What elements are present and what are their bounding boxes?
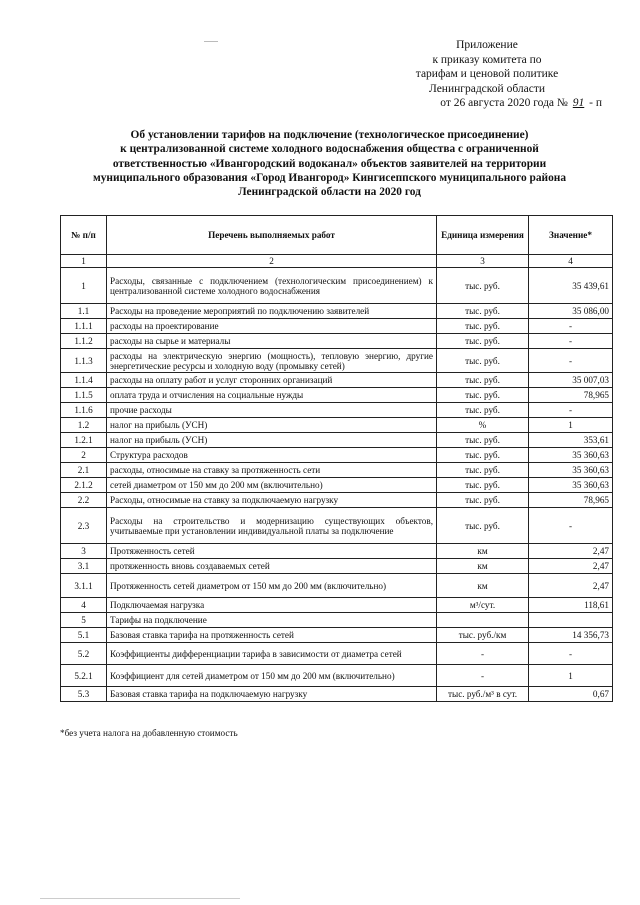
row-number: 5.2.1 (61, 665, 107, 687)
appendix-header (372, 38, 602, 111)
row-value: 1 (529, 418, 613, 433)
row-value: - (529, 403, 613, 418)
row-work: налог на прибыль (УСН) (107, 433, 437, 448)
row-value: 14 356,73 (529, 628, 613, 643)
row-work: Расходы на строительство и модернизацию существующих объектов, учитываемые при установлении индивидуальной платы за подключение (107, 508, 437, 544)
row-number: 1.1 (61, 304, 107, 319)
scan-mark (40, 898, 240, 899)
row-number: 2.1.2 (61, 478, 107, 493)
row-unit: км (437, 574, 529, 598)
row-unit: тыс. руб. (437, 478, 529, 493)
row-work: оплата труда и отчисления на социальные нужды (107, 388, 437, 403)
row-number: 2.1 (61, 463, 107, 478)
row-value: 2,47 (529, 559, 613, 574)
order-suffix: - п (589, 97, 602, 110)
row-value: 0,67 (529, 687, 613, 702)
row-work: Расходы на проведение мероприятий по подключению заявителей (107, 304, 437, 319)
row-number: 2.2 (61, 493, 107, 508)
row-number: 1 (61, 268, 107, 304)
row-value: 2,47 (529, 574, 613, 598)
index-cell: 3 (437, 255, 529, 268)
table-row (61, 478, 613, 493)
row-unit: тыс. руб. (437, 334, 529, 349)
row-work: расходы, относимые на ставку за протяженность сети (107, 463, 437, 478)
table-row (61, 334, 613, 349)
row-number: 5.1 (61, 628, 107, 643)
row-work: расходы на оплату работ и услуг сторонних организаций (107, 373, 437, 388)
row-unit: тыс. руб. (437, 433, 529, 448)
row-unit: тыс. руб. (437, 508, 529, 544)
table-row (61, 643, 613, 665)
table-row (61, 493, 613, 508)
row-unit: - (437, 665, 529, 687)
row-number: 1.1.4 (61, 373, 107, 388)
row-number: 1.1.1 (61, 319, 107, 334)
header-unit: Единица измерения (437, 216, 529, 255)
table-row (61, 373, 613, 388)
title-line-3: ответственностью «Ивангородский водоканал» объектов заявителей на территории (112, 157, 547, 170)
table-row (61, 403, 613, 418)
row-value: - (529, 508, 613, 544)
table-row (61, 544, 613, 559)
table-row (61, 463, 613, 478)
row-value: - (529, 349, 613, 373)
row-number: 4 (61, 598, 107, 613)
row-number: 3 (61, 544, 107, 559)
row-number: 3.1 (61, 559, 107, 574)
row-work: Базовая ставка тарифа на протяженность сетей (107, 628, 437, 643)
header-num: № п/п (61, 216, 107, 255)
table-row (61, 349, 613, 373)
title-line-4: муниципального образования «Город Ивангород» Кингисеппского муниципального района (92, 171, 567, 184)
header-line-3: тарифам и ценовой политике (415, 68, 559, 81)
row-unit: тыс. руб. (437, 304, 529, 319)
scan-mark (204, 41, 218, 42)
row-unit: тыс. руб./км (437, 628, 529, 643)
row-value: - (529, 334, 613, 349)
tariff-table (60, 215, 613, 702)
row-value: 353,61 (529, 433, 613, 448)
row-work: расходы на проектирование (107, 319, 437, 334)
header-line-4: Ленинградской области (428, 82, 546, 95)
row-value (529, 613, 613, 628)
row-work: налог на прибыль (УСН) (107, 418, 437, 433)
title-line-2: к централизованной системе холодного водоснабжения общества с ограниченной (120, 143, 539, 156)
row-value: - (529, 319, 613, 334)
table-row (61, 687, 613, 702)
row-value: 35 360,63 (529, 463, 613, 478)
table-row (61, 388, 613, 403)
row-unit: тыс. руб. (437, 268, 529, 304)
index-row (61, 255, 613, 268)
row-work: Расходы, относимые на ставку за подключаемую нагрузку (107, 493, 437, 508)
row-unit: тыс. руб. (437, 319, 529, 334)
row-unit: тыс. руб. (437, 388, 529, 403)
order-number: 91 (572, 97, 585, 110)
header-line-1: Приложение (456, 39, 518, 51)
table-row (61, 598, 613, 613)
table-row (61, 628, 613, 643)
index-cell: 1 (61, 255, 107, 268)
header-date-line (372, 96, 602, 111)
row-value: 35 360,63 (529, 448, 613, 463)
row-number: 1.1.5 (61, 388, 107, 403)
title-line-1: Об установлении тарифов на подключение (технологическое присоединение) (130, 129, 529, 141)
table-row (61, 448, 613, 463)
document-title (52, 128, 607, 199)
table-row (61, 574, 613, 598)
header-value: Значение* (529, 216, 613, 255)
row-work: Тарифы на подключение (107, 613, 437, 628)
row-work: прочие расходы (107, 403, 437, 418)
row-number: 1.2 (61, 418, 107, 433)
table-row (61, 418, 613, 433)
row-value: 1 (529, 665, 613, 687)
row-unit: тыс. руб. (437, 349, 529, 373)
row-number: 3.1.1 (61, 574, 107, 598)
row-number: 5.2 (61, 643, 107, 665)
index-cell: 2 (107, 255, 437, 268)
table-row (61, 433, 613, 448)
footnote: *без учета налога на добавленную стоимость (60, 728, 238, 738)
row-value: 78,965 (529, 493, 613, 508)
row-unit: тыс. руб. (437, 448, 529, 463)
row-value: 35 439,61 (529, 268, 613, 304)
row-work: Протяженность сетей диаметром от 150 мм до 200 мм (включительно) (107, 574, 437, 598)
index-cell: 4 (529, 255, 613, 268)
row-unit: км (437, 559, 529, 574)
row-value: 35 007,03 (529, 373, 613, 388)
row-unit: % (437, 418, 529, 433)
row-number: 5 (61, 613, 107, 628)
row-unit: м³/сут. (437, 598, 529, 613)
row-number: 1.1.3 (61, 349, 107, 373)
row-value: 78,965 (529, 388, 613, 403)
table-row (61, 268, 613, 304)
row-unit: км (437, 544, 529, 559)
row-value: 35 360,63 (529, 478, 613, 493)
row-work: расходы на сырье и материалы (107, 334, 437, 349)
table-row (61, 613, 613, 628)
table-row (61, 665, 613, 687)
row-work: Базовая ставка тарифа на подключаемую нагрузку (107, 687, 437, 702)
title-line-5: Ленинградской области на 2020 год (238, 186, 421, 199)
table-row (61, 304, 613, 319)
row-number: 2 (61, 448, 107, 463)
row-number: 2.3 (61, 508, 107, 544)
row-work: расходы на электрическую энергию (мощность), тепловую энергию, другие энергетические ресурсы и холодную воду (промывку сетей) (107, 349, 437, 373)
row-value: 35 086,00 (529, 304, 613, 319)
row-work: Коэффициент для сетей диаметром от 150 мм до 200 мм (включительно) (107, 665, 437, 687)
row-unit: тыс. руб. (437, 493, 529, 508)
row-work: Коэффициенты дифференциации тарифа в зависимости от диаметра сетей (107, 643, 437, 665)
table-header-row (61, 216, 613, 255)
table-row (61, 559, 613, 574)
row-number: 1.1.6 (61, 403, 107, 418)
row-number: 5.3 (61, 687, 107, 702)
row-unit: тыс. руб./м³ в сут. (437, 687, 529, 702)
header-date: от 26 августа 2020 года № (440, 97, 568, 110)
header-line-2: к приказу комитета по (432, 53, 542, 66)
row-value: 118,61 (529, 598, 613, 613)
row-unit: тыс. руб. (437, 463, 529, 478)
row-unit: - (437, 643, 529, 665)
row-work: Структура расходов (107, 448, 437, 463)
row-value: 2,47 (529, 544, 613, 559)
header-work: Перечень выполняемых работ (107, 216, 437, 255)
row-value: - (529, 643, 613, 665)
row-work: протяженность вновь создаваемых сетей (107, 559, 437, 574)
row-unit: тыс. руб. (437, 403, 529, 418)
row-number: 1.1.2 (61, 334, 107, 349)
row-number: 1.2.1 (61, 433, 107, 448)
row-work: Протяженность сетей (107, 544, 437, 559)
row-work: сетей диаметром от 150 мм до 200 мм (включительно) (107, 478, 437, 493)
table-row (61, 508, 613, 544)
row-unit: тыс. руб. (437, 373, 529, 388)
row-unit (437, 613, 529, 628)
row-work: Расходы, связанные с подключением (технологическим присоединением) к централизованной системе холодного водоснабжения (107, 268, 437, 304)
row-work: Подключаемая нагрузка (107, 598, 437, 613)
table-row (61, 319, 613, 334)
